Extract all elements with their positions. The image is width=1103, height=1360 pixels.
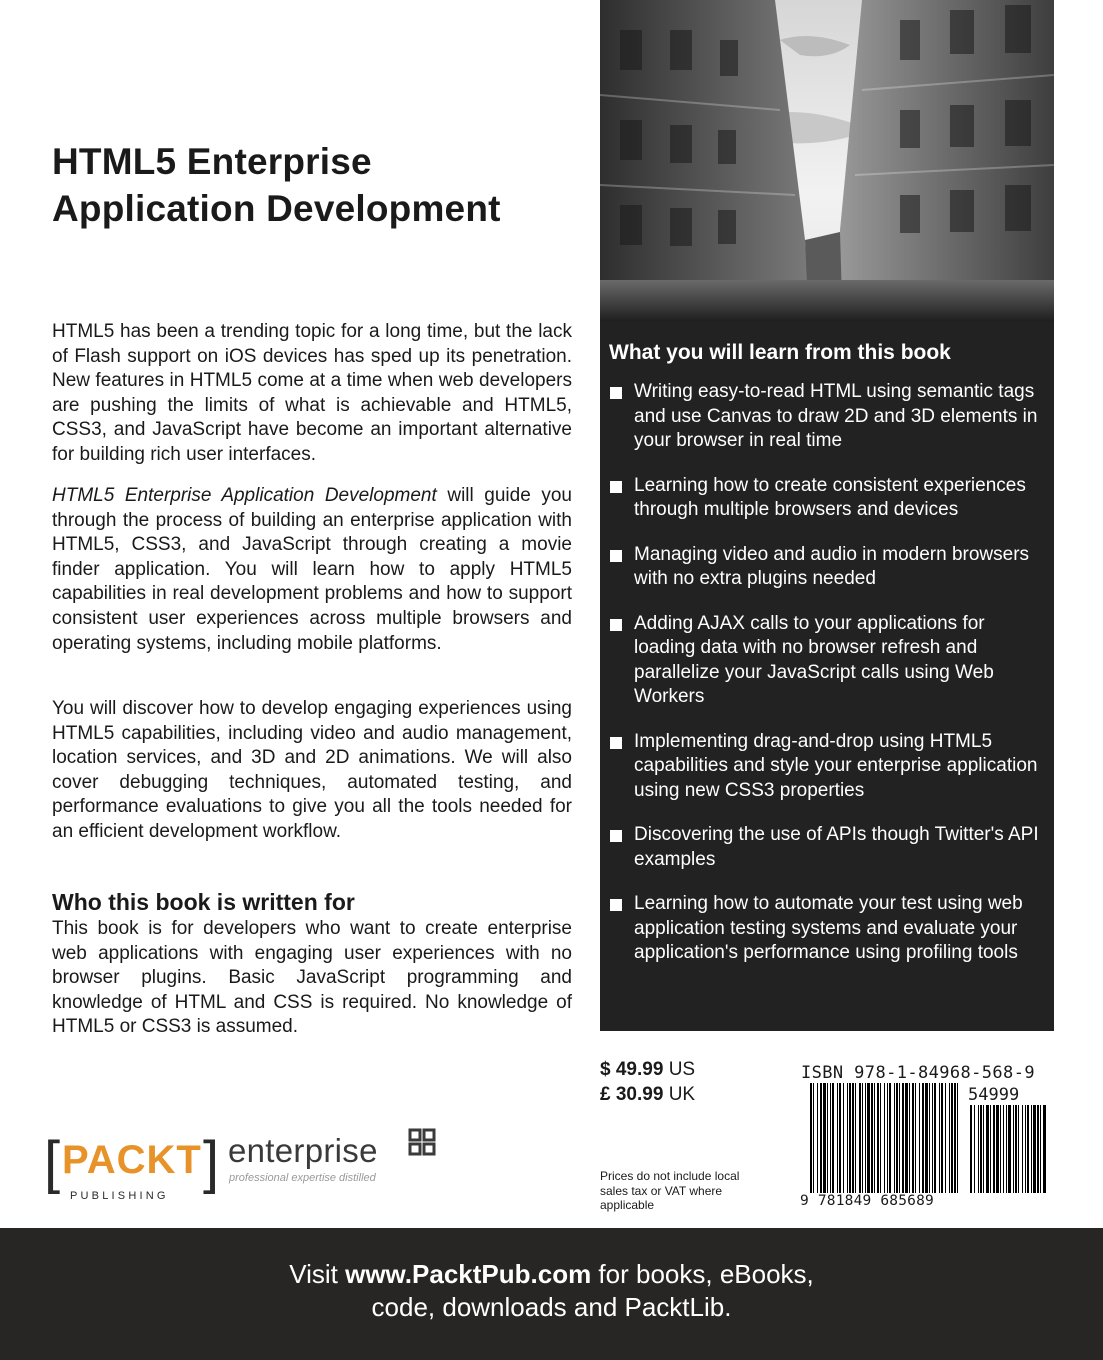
barcode-bar: [1013, 1105, 1014, 1193]
learn-item: [607, 380, 1047, 454]
learn-item-text: Discovering the use of APIs though Twitter's API examples: [634, 824, 1039, 870]
audience-text: This book is for developers who want to create enterprise web applications with engaging user experiences with no browser plugins. Basic JavaScript programming and knowledge of HTML and CSS is required. No knowledge of HTML5 or CSS3 is assumed.: [52, 918, 572, 1038]
footer-prefix: Visit: [289, 1259, 346, 1289]
packt-wordmark: PACKT: [62, 1138, 202, 1182]
barcode-bar: [912, 1083, 914, 1193]
learn-item-text: Adding AJAX calls to your applications for loading data with no browser refresh and parallelize your JavaScript calls using Web Workers: [634, 612, 994, 707]
tax-note: Prices do not include local sales tax or VAT where applicable: [600, 1169, 740, 1212]
barcode-bar: [1008, 1105, 1011, 1193]
barcode-bar: [929, 1083, 930, 1193]
learn-item-text: Managing video and audio in modern browsers with no extra plugins needed: [634, 543, 1030, 589]
packt-publishing-logo: [44, 1130, 220, 1204]
barcode-bar: [843, 1083, 844, 1193]
barcode-bar: [902, 1083, 904, 1193]
isbn-text: ISBN 978-1-84968-568-9: [801, 1063, 1035, 1083]
square-bullet-icon: [610, 899, 622, 911]
price-us: [600, 1059, 695, 1081]
barcode-bar: [909, 1083, 910, 1193]
enterprise-knot-icon: [408, 1128, 436, 1156]
footer-banner: [0, 1228, 1103, 1360]
book-title-line-1: HTML5 Enterprise: [52, 141, 372, 182]
barcode-bar: [1025, 1105, 1026, 1193]
barcode-bar: [996, 1105, 999, 1193]
barcode-bar: [919, 1083, 920, 1193]
enterprise-tagline: professional expertise distilled: [229, 1172, 376, 1184]
barcode-bar: [839, 1083, 841, 1193]
learn-item: [607, 474, 1047, 523]
barcode-bar: [1043, 1105, 1046, 1193]
barcode-bar: [859, 1083, 861, 1193]
barcode-bar: [874, 1083, 875, 1193]
square-bullet-icon: [610, 619, 622, 631]
barcode-bar: [925, 1083, 928, 1193]
barcode-bar: [810, 1083, 812, 1193]
learn-item-text: Writing easy-to-read HTML using semantic tags and use Canvas to draw 2D and 3D elements in your browser in real time: [634, 381, 1038, 451]
barcode-bar: [986, 1105, 989, 1193]
barcode-bar: [877, 1083, 879, 1193]
barcode-bar: [1015, 1105, 1017, 1193]
barcode-price-code: 54999: [968, 1085, 1020, 1105]
description-paragraph-3: You will discover how to develop engaging experiences using HTML5 capabilities, including video and audio management, location services, and 3D and 2D animations. We will also cover debugging techniques, automated testing, and performance evaluations to give you all the tools needed for an efficient development workflow.: [52, 698, 572, 842]
learn-item: [607, 823, 1047, 872]
barcode-bar: [813, 1083, 814, 1193]
enterprise-wordmark: enterprise: [228, 1132, 378, 1169]
barcode-bar: [934, 1083, 936, 1193]
barcode-bar: [1006, 1105, 1007, 1193]
barcode-bar: [1022, 1105, 1023, 1193]
description-paragraph-2-text: will guide you through the process of building an enterprise application with HTML5, CSS3, and JavaScript through creating a movie finder application. You will learn how to apply HTML5 capabilities in real development problems and how to support consistent user experiences across multiple browsers and operating systems, including mobile platforms.: [52, 485, 572, 654]
barcode-bar: [849, 1083, 851, 1193]
enterprise-logo: [228, 1128, 443, 1192]
barcode-bar: [852, 1083, 854, 1193]
barcode-bar: [865, 1083, 866, 1193]
bracket-left-icon: [: [44, 1130, 61, 1195]
barcode-bar: [855, 1083, 856, 1193]
barcode-bar: [889, 1083, 891, 1193]
barcode-bar: [1037, 1105, 1039, 1193]
learn-item-text: Learning how to create consistent experiences through multiple browsers and devices: [634, 474, 1026, 520]
barcode-bar: [887, 1083, 888, 1193]
learn-panel: [600, 322, 1054, 1031]
barcode-bar: [894, 1083, 895, 1193]
barcode-bar: [837, 1083, 838, 1193]
barcode-bar: [862, 1083, 863, 1193]
learn-item: [607, 543, 1047, 592]
bracket-right-icon: ]: [203, 1130, 220, 1195]
barcode-bar: [922, 1083, 924, 1193]
description-book-title: HTML5 Enterprise Application Development: [52, 485, 437, 506]
barcode-bar: [993, 1105, 995, 1193]
barcode-bar: [880, 1083, 881, 1193]
barcode-bar: [896, 1083, 898, 1193]
barcode-bar: [932, 1083, 933, 1193]
barcode-bar: [941, 1083, 943, 1193]
barcode-bar: [823, 1083, 826, 1193]
learn-item-text: Implementing drag-and-drop using HTML5 capabilities and style your enterprise application using new CSS3 properties: [634, 730, 1038, 801]
barcode-bar: [832, 1083, 834, 1193]
barcode-bar: [939, 1083, 940, 1193]
barcode-bar: [1000, 1105, 1001, 1193]
description-paragraph-1: HTML5 has been a trending topic for a long time, but the lack of Flash support on iOS devices has sped up its penetration. New features in HTML5 come at a time when web developers are pushing the limits of what is achievable and HTML5, CSS3, and JavaScript have become an important alternative for building rich user interfaces.: [52, 321, 572, 465]
barcode-bar: [949, 1083, 950, 1193]
cover-photo: [600, 0, 1054, 322]
barcode-bar: [1031, 1105, 1032, 1193]
barcode-bar: [899, 1083, 900, 1193]
description-paragraph-2: [52, 484, 572, 656]
square-bullet-icon: [610, 387, 622, 399]
barcode-bar: [847, 1083, 848, 1193]
barcode-bar: [978, 1105, 979, 1193]
barcode-bar: [983, 1105, 984, 1193]
footer-line1-rest: for books, eBooks,: [591, 1259, 814, 1289]
barcode-bar: [905, 1083, 908, 1193]
price-uk: [600, 1084, 695, 1106]
square-bullet-icon: [610, 737, 622, 749]
barcode-bar: [945, 1083, 946, 1193]
barcode-bar: [957, 1083, 958, 1193]
barcode-bar: [817, 1083, 818, 1193]
square-bullet-icon: [610, 481, 622, 493]
barcode-bar: [915, 1083, 916, 1193]
learn-list: [607, 380, 1047, 986]
square-bullet-icon: [610, 830, 622, 842]
price-us-amount: $ 49.99: [600, 1059, 664, 1080]
barcode-bar: [990, 1105, 991, 1193]
audience-heading: Who this book is written for: [52, 889, 355, 915]
barcode-bar: [1003, 1105, 1004, 1193]
price-uk-amount: £ 30.99: [600, 1084, 664, 1105]
barcode-digits: 9 781849 685689: [800, 1193, 934, 1209]
learn-heading: What you will learn from this book: [609, 341, 951, 364]
barcode-bar: [974, 1105, 975, 1193]
barcode-bar: [1018, 1105, 1019, 1193]
footer-text: [0, 1258, 1103, 1324]
barcode-bar: [954, 1083, 956, 1193]
barcode-bar: [970, 1105, 972, 1193]
barcode-bar: [820, 1083, 822, 1193]
barcode-bar: [867, 1083, 870, 1193]
price-uk-label: UK: [668, 1084, 696, 1105]
learn-item: [607, 612, 1047, 710]
barcode-bar: [980, 1105, 982, 1193]
square-bullet-icon: [610, 550, 622, 562]
barcode-bar: [1027, 1105, 1029, 1193]
barcode-bar: [1040, 1105, 1041, 1193]
learn-item: [607, 892, 1047, 966]
barcode-bar: [830, 1083, 831, 1193]
packt-subtitle: PUBLISHING: [70, 1190, 169, 1202]
book-title-line-2: Application Development: [52, 188, 501, 229]
barcode-bar: [1033, 1105, 1036, 1193]
learn-item-text: Learning how to automate your test using web application testing systems and evaluate your application's performance using profiling tools: [634, 893, 1023, 963]
barcode-bar: [951, 1083, 953, 1193]
price-us-label: US: [668, 1059, 696, 1080]
footer-url: www.PacktPub.com: [345, 1259, 592, 1289]
barcode-bar: [871, 1083, 873, 1193]
learn-item: [607, 730, 1047, 804]
street-photo-image: [600, 0, 1054, 322]
book-title: [52, 138, 592, 232]
footer-line2: code, downloads and PacktLib.: [371, 1292, 732, 1322]
barcode-bar: [884, 1083, 885, 1193]
barcode-bar: [827, 1083, 828, 1193]
